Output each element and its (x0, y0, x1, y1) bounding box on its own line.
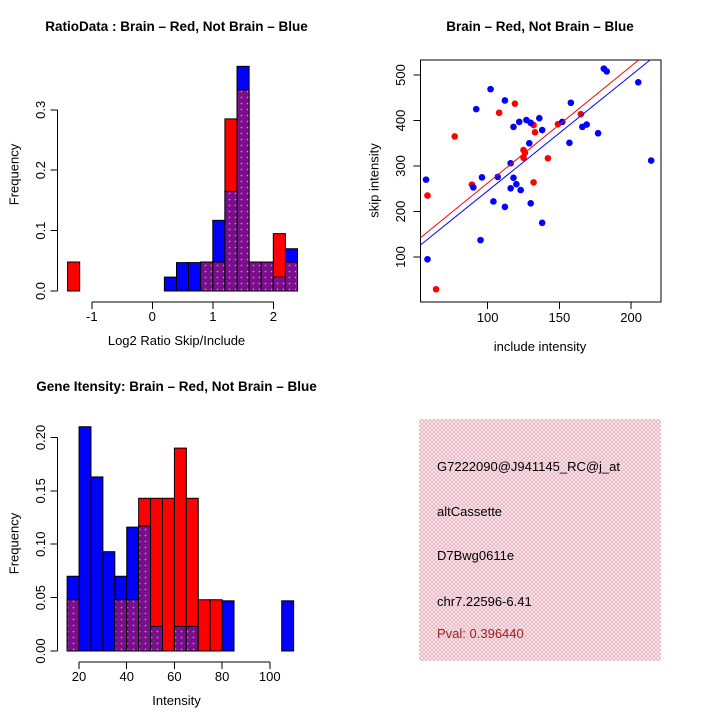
svg-text:80: 80 (214, 669, 230, 684)
gene-intensity-histogram-xlabel: Intensity (152, 693, 201, 708)
svg-text:300: 300 (393, 155, 408, 177)
ratio-histogram-panel (0, 0, 360, 360)
svg-text:-1: -1 (86, 309, 98, 324)
splice-event-type: altCassette (437, 504, 503, 519)
gene-info-box (419, 419, 661, 661)
gene-name: D7Bwg0611e (437, 548, 515, 563)
gene-location: chr7.22596-6.41 (437, 594, 532, 609)
svg-text:60: 60 (167, 669, 182, 684)
svg-text:0.15: 0.15 (33, 478, 48, 504)
svg-text:100: 100 (476, 310, 499, 325)
svg-text:20: 20 (71, 669, 87, 684)
svg-text:0.05: 0.05 (33, 584, 48, 611)
svg-text:100: 100 (258, 669, 281, 684)
gene-intensity-histogram-chart (0, 360, 360, 720)
svg-text:40: 40 (119, 669, 134, 684)
svg-text:0.10: 0.10 (33, 531, 48, 557)
svg-text:0.1: 0.1 (33, 221, 48, 240)
svg-text:400: 400 (393, 109, 408, 132)
svg-text:1: 1 (209, 309, 217, 324)
svg-text:0.20: 0.20 (33, 424, 48, 451)
intensity-scatter-xlabel: include intensity (493, 339, 587, 354)
gene-probe-id: G7222090@J941145_RC@j_at (437, 459, 620, 474)
svg-text:0.2: 0.2 (33, 161, 48, 180)
svg-text:500: 500 (393, 64, 408, 86)
gene-intensity-histogram-title: Gene Itensity: Brain – Red, Not Brain – Blue (36, 379, 317, 394)
svg-text:0: 0 (148, 309, 156, 324)
svg-text:200: 200 (620, 310, 642, 325)
gene-info-panel (360, 360, 720, 720)
svg-text:0.00: 0.00 (33, 638, 48, 664)
intensity-scatter-chart (360, 0, 720, 360)
intensity-scatter-panel (360, 0, 720, 360)
svg-text:200: 200 (393, 200, 408, 223)
pval-text: Pval: 0.396440 (437, 626, 524, 641)
ratio-histogram-xlabel: Log2 Ratio Skip/Include (107, 333, 246, 348)
svg-text:0.0: 0.0 (33, 281, 48, 301)
ratio-histogram-ylabel: Frequency (6, 143, 22, 206)
svg-text:150: 150 (548, 310, 571, 325)
intensity-scatter-ylabel: skip intensity (366, 143, 382, 218)
ratio-histogram-chart (0, 0, 360, 360)
svg-text:2: 2 (269, 309, 277, 324)
gene-intensity-histogram-panel (0, 360, 360, 720)
gene-intensity-histogram-ylabel: Frequency (6, 512, 22, 575)
svg-text:0.3: 0.3 (33, 100, 48, 119)
ratio-histogram-title: RatioData : Brain – Red, Not Brain – Blue (45, 19, 308, 34)
intensity-scatter-title: Brain – Red, Not Brain – Blue (446, 19, 634, 34)
svg-text:100: 100 (393, 246, 408, 268)
